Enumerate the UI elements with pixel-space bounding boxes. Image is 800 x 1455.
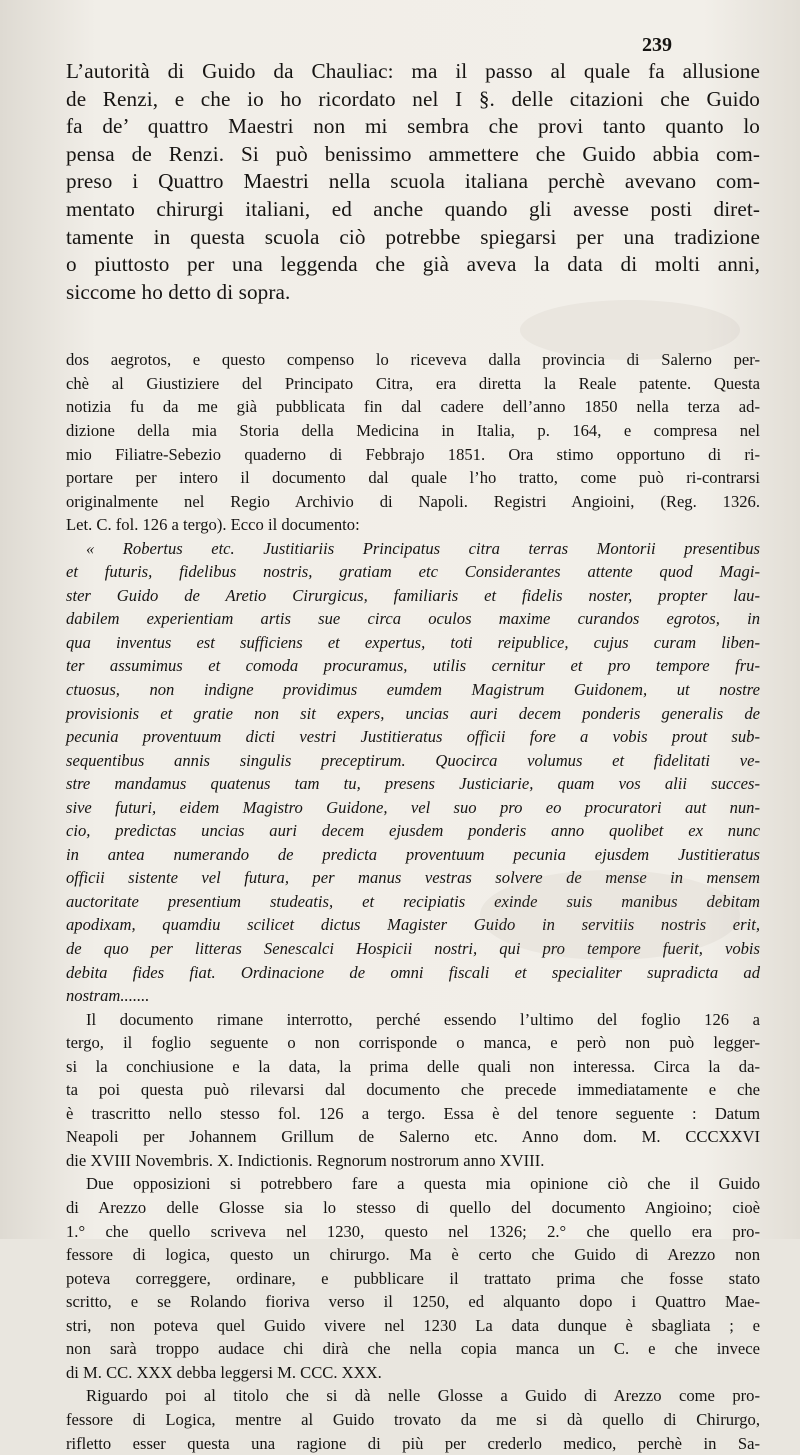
document-quote-line: et futuris, fidelibus nostris, gratiam etc Considerantes attente quod Magi- (66, 560, 760, 584)
text-line: siccome ho detto di sopra. (66, 279, 760, 307)
document-quote-line: stre mandamus quatenus tam tu, presens Justiciarie, quam vos alii succes- (66, 772, 760, 796)
text-line: L’autorità di Guido da Chauliac: ma il passo al quale fa allusione (66, 58, 760, 86)
text-line: Let. C. fol. 126 a tergo). Ecco il documento: (66, 513, 760, 537)
text-line: non sarà troppo audace chi dirà che nella copia manca un C. e che invece (66, 1337, 760, 1361)
document-quote-line: nostram....... (66, 984, 760, 1008)
document-quote-line: sequentibus annis singulis preceptirum. Quocirca volumus et fidelitati ve- (66, 749, 760, 773)
text-line: die XVIII Novembris. X. Indictionis. Regnorum nostrorum anno XVIII. (66, 1149, 760, 1173)
document-quote-line: in antea numerando de predicta proventuum pecunia ejusdem Justitieratus (66, 843, 760, 867)
text-line: di M. CC. XXX debba leggersi M. CCC. XXX. (66, 1361, 760, 1385)
text-line: è trascritto nello stesso fol. 126 a tergo. Essa è del tenore seguente : Datum (66, 1102, 760, 1126)
text-line: dizione della mia Storia della Medicina in Italia, p. 164, e compresa nel (66, 419, 760, 443)
text-line: portare per intero il documento dal quale l’ho tratto, come può ri-contrarsi (66, 466, 760, 490)
text-line: pensa de Renzi. Si può benissimo ammettere che Guido abbia com- (66, 141, 760, 169)
text-line: 1.° che quello scriveva nel 1230, questo nel 1326; 2.° che quello era pro- (66, 1220, 760, 1244)
text-line: Il documento rimane interrotto, perché essendo l’ultimo del foglio 126 a (66, 1008, 760, 1032)
document-quote-line: de quo per litteras Senescalci Hospicii nostri, qui pro tempore fuerit, vobis (66, 937, 760, 961)
document-quote-line: « Robertus etc. Justitiariis Principatus citra terras Montorii presentibus (66, 537, 760, 561)
document-quote-line: officii sistente vel futura, per manus vestras solvere de mense in mensem (66, 866, 760, 890)
document-quote-line: ster Guido de Aretio Cirurgicus, familiaris et fidelis noster, propter lau- (66, 584, 760, 608)
text-line: di Arezzo delle Glosse sia lo stesso di quello del documento Angioino; cioè (66, 1196, 760, 1220)
text-line: mentato chirurgi italiani, ed anche quando gli avesse posti diret- (66, 196, 760, 224)
text-line: poteva correggere, ordinare, e pubblicare il trattato prima che fosse stato (66, 1267, 760, 1291)
text-line: tergo, il foglio seguente o non corrisponde o manca, e però non può legger- (66, 1031, 760, 1055)
text-line: fessore di Logica, mentre al Guido trovato da me si dà quello di Chirurgo, (66, 1408, 760, 1432)
text-line: tamente in questa scuola ciò potrebbe spiegarsi per una tradizione (66, 224, 760, 252)
text-line: scritto, e se Rolando fioriva verso il 1250, ed alquanto dopo i Quattro Mae- (66, 1290, 760, 1314)
text-line: ta poi questa può rilevarsi dal documento che precede immediatamente e che (66, 1078, 760, 1102)
text-line: mio Filiatre-Sebezio quaderno di Febbrajo 1851. Ora stimo opportuno di ri- (66, 443, 760, 467)
document-quote-line: sive futuri, eidem Magistro Guidone, vel suo pro eo procuratori aut nun- (66, 796, 760, 820)
text-line: originalmente nel Regio Archivio di Napoli. Registri Angioini, (Reg. 1326. (66, 490, 760, 514)
text-line: si la conchiusione e la data, la prima delle quali non interessa. Circa la da- (66, 1055, 760, 1079)
document-quote-line: debita fides fiat. Ordinacione de omni fiscali et specialiter supradicta ad (66, 961, 760, 985)
text-line: Riguardo poi al titolo che si dà nelle Glosse a Guido di Arezzo come pro- (66, 1384, 760, 1408)
document-quote-line: dabilem experientiam artis sue circa oculos maxime curandos egrotos, in (66, 607, 760, 631)
document-quote-line: ter assumimus et comoda procuramus, utilis cernitur et pro tempore fru- (66, 654, 760, 678)
text-line: rifletto esser questa una ragione di più per crederlo medico, perchè in Sa- (66, 1432, 760, 1455)
footnote-text-block (66, 348, 760, 1455)
main-text-block (66, 58, 760, 306)
text-line: preso i Quattro Maestri nella scuola italiana perchè avevano com- (66, 168, 760, 196)
text-line: Due opposizioni si potrebbero fare a questa mia opinione ciò che il Guido (66, 1172, 760, 1196)
text-line: chè al Giustiziere del Principato Citra, era diretta la Reale patente. Questa (66, 372, 760, 396)
document-quote-line: apodixam, quamdiu scilicet dictus Magister Guido in servitiis nostris erit, (66, 913, 760, 937)
page-number: 239 (642, 34, 672, 57)
text-line: o piuttosto per una leggenda che già aveva la data di molti anni, (66, 251, 760, 279)
document-quote-line: cio, predictas uncias auri decem ejusdem ponderis anno quolibet ex nunc (66, 819, 760, 843)
document-quote-line: ctuosus, non indigne providimus eumdem Magistrum Guidonem, ut nostre (66, 678, 760, 702)
document-quote-line: qua inventus est sufficiens et expertus, toti reipublice, cujus curam liben- (66, 631, 760, 655)
text-line: Neapoli per Johannem Grillum de Salerno etc. Anno dom. M. CCCXXVI (66, 1125, 760, 1149)
document-quote-line: provisionis et gratie non sit expers, uncias auri decem ponderis generalis de (66, 702, 760, 726)
text-line: dos aegrotos, e questo compenso lo riceveva dalla provincia di Salerno per- (66, 348, 760, 372)
document-quote-line: auctoritate presentium studeatis, et recipiatis exinde suis manibus debitam (66, 890, 760, 914)
document-quote-line: pecunia proventuum dicti vestri Justitieratus officii fore a vobis prout sub- (66, 725, 760, 749)
text-line: fessore di logica, questo un chirurgo. Ma è certo che Guido di Arezzo non (66, 1243, 760, 1267)
text-line: de Renzi, e che io ho ricordato nel I §. delle citazioni che Guido (66, 86, 760, 114)
text-line: stri, non poteva quel Guido vivere nel 1230 La data dunque è sbagliata ; e (66, 1314, 760, 1338)
text-line: fa de’ quattro Maestri non mi sembra che provi tanto quanto lo (66, 113, 760, 141)
text-line: notizia fu da me già pubblicata fin dal cadere dell’anno 1850 nella terza ad- (66, 395, 760, 419)
